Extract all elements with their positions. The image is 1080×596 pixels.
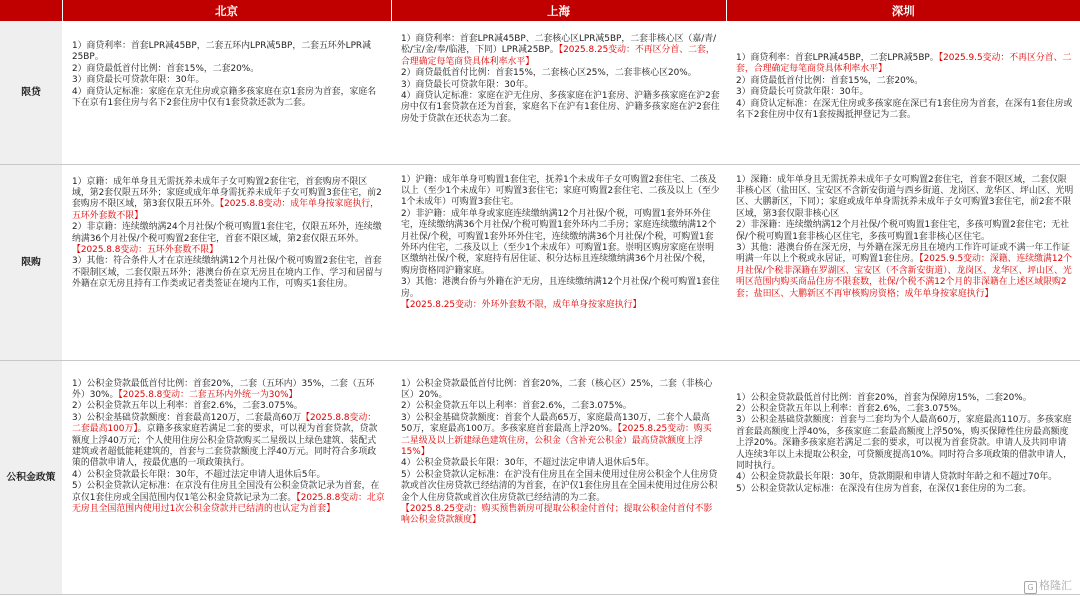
policy-item [72, 379, 385, 402]
policy-item [72, 41, 385, 64]
policy-item [736, 484, 1074, 495]
policy-item [736, 87, 1074, 98]
policy-text: 2）非深籍：连续缴纳满12个月社保/个税可购置1套住宅，多孩可购置2套住宅；无社保/个税可购置1套非核心区住宅，多孩可购置1套非核心区住宅。 [736, 220, 1069, 242]
policy-item [401, 91, 720, 125]
cell-beijing [62, 21, 391, 164]
policy-item [72, 75, 385, 86]
header-beijing: 北京 [62, 0, 391, 21]
policy-item [401, 470, 720, 504]
policy-text: 1）公积金贷款最低首付比例：首套20%，首套为保障房15%，二套20%。 [736, 392, 1032, 403]
policy-text: 4）公积金贷款最长年限：30年，不超过法定申请人退休后5年。 [401, 458, 655, 469]
policy-item [401, 68, 720, 79]
cell-shenzhen [726, 360, 1080, 594]
policy-item [401, 80, 720, 91]
policy-item [736, 415, 1074, 472]
policy-item [401, 209, 720, 277]
policy-item [736, 404, 1074, 415]
policy-item [736, 393, 1074, 404]
policy-item [401, 175, 720, 209]
header-row [0, 0, 1080, 21]
cell-shenzhen [726, 21, 1080, 164]
policy-item [72, 87, 385, 110]
row-provident-fund [0, 360, 1080, 594]
cell-shanghai [391, 21, 726, 164]
policy-text: 5）公积金贷款认定标准：在沪没有住房且在全国未使用过住房公积金个人住房贷款或首次住房贷款已经结清的为首套，在沪仅1套住房且在全国未使用过住房公积金个人住房贷款或首次住房贷款已经结清的为二套。 [401, 469, 718, 503]
policy-text: 3）公积金基础贷款额度：首套最高120万，二套最高60万 [72, 412, 302, 423]
policy-text: 1）深籍：成年单身且无需抚养未成年子女可购置2套住宅，首套不限区域，二套仅限非核心区（盐田区、宝安区不含新安街道与西乡街道、龙岗区、龙华区、坪山区、光明区、大鹏新区，下同）；家庭或成年单身需抚养未成年子女可购置3套住宅，前2套不限区域，第3套仅限非核心区 [736, 174, 1074, 219]
policy-text: 3）公积金基础贷款额度：首套个人最高65万，家庭最高130万，二套个人最高50万，家庭最高100万。多孩家庭首套最高上浮20%。 [401, 412, 711, 435]
policy-change-note: 【2025.8.8变动：二套五环内外统一为30%】 [118, 389, 298, 400]
policy-item [72, 401, 385, 412]
policy-change-note: 【2025.8.8变动：二套最高100万】 [72, 412, 377, 435]
policy-item [72, 470, 385, 481]
policy-item [72, 413, 385, 470]
header-shenzhen: 深圳 [726, 0, 1080, 21]
cell-beijing [62, 360, 391, 594]
policy-text: 4）商贷认定标准：在深无住房或多孩家庭在深已有1套住房为首套，在深有1套住房或名下2套住房中仅有1套按揭抵押登记为二套。 [736, 98, 1073, 121]
policy-text: 3）公积金基础贷款额度：首套与二套均为个人最高60万，家庭最高110万。多孩家庭首套最高额度上浮40%，多孩家庭二套最高额度上浮50%，购买保障性住房最高额度上浮20%。深籍多孩家庭若满足二套的要求，可以视为首套贷款。申请人及共同申请人连续3年以上未提取公积金，可贷额度提高10%。同时符合多项政策的借款申请人，同时执行。 [736, 415, 1072, 471]
header-shanghai: 上海 [391, 0, 726, 21]
policy-text: 2）公积金贷款五年以上利率：首套2.6%，二套3.075%。 [401, 401, 632, 412]
policy-change-note: 【2025.8.25变动：不再区分首、二套，合理确定每笔商贷具体利率水平】 [401, 45, 715, 67]
row-purchase-limit [0, 164, 1080, 360]
policy-text: 5）公积金贷款认定标准：在深没有住房为首套，在深仅1套住房的为二套。 [736, 483, 1032, 494]
policy-item [736, 175, 1074, 221]
policy-text: 5）公积金贷款认定标准：在京没有住房且全国没有公积金贷款记录为首套，在京仅1套住房或全国范围内仅1笔公积金贷款记录为二套。 [72, 481, 380, 503]
policy-item [401, 34, 720, 68]
policy-change-note: 【2025.8.8变动：成年单身按家庭执行，五环外套数不限】 [72, 199, 379, 221]
policy-text: 2）商贷最低首付比例：首套15%，二套核心区25%，二套非核心区20%。 [401, 68, 697, 79]
policy-change-note: 【2025.9.5变动：深籍、连续缴满12个月社保/个税非深籍在罗湖区、宝安区（不含新安街道）、龙岗区、龙华区、坪山区、光明区范围内购买商品住房不限套数，社保/个税不满12个月的非深籍在上述区域限购2套；盐田区、大鹏新区不再审核购房资格；成年单身按家庭执行】 [736, 254, 1073, 299]
policy-text: 4）商贷认定标准：家庭在沪无住房、多孩家庭在沪1套房、沪籍多孩家庭在沪2套房中仅有1套贷款在还为首套，家庭名下在沪有1套住房、沪籍多孩家庭在沪2套住房处于贷款在还状态为二套。 [401, 91, 720, 124]
policy-change-note: 【2025.8.8变动：北京无房且全国范围内使用过1次公积金贷款并已结清的也认定为首套】 [72, 492, 385, 514]
policy-text: 1）商贷利率：首套LPR减45BP、二套核心区LPR减5BP，二套非核心区（嘉/青/松/宝/金/奉/临港，下同）LPR减25BP。 [401, 34, 717, 56]
policy-text: 2）公积金贷款五年以上利率：首套2.6%，二套3.075%。 [736, 403, 967, 414]
policy-item [401, 504, 720, 527]
policy-text: 2）非沪籍：成年单身或家庭连续缴纳满12个月社保/个税，可购置1套外环外住宅，连续缴纳满36个月社保/个税可购置1套外环内二手房；家庭连续缴纳满12个月社保/个税，可购置1套外环外住宅，连续缴纳满36个月社保/个税，可购置1套外环内住宅，二孩及以上（至少1个未成年）可购置1套。崇明区购房家庭在崇明区缴纳社保/个税，家庭持有居住证、积分达标且连续缴纳满36个月社保/个税，购房资格同沪籍家庭。 [401, 208, 717, 276]
cell-shanghai [391, 164, 726, 360]
policy-item [401, 277, 720, 300]
policy-change-note: 【2025.9.5变动：不再区分首、二套，合理确定每笔商贷具体利率水平】 [736, 53, 1072, 75]
policy-text: 1）京籍：成年单身且无需抚养未成年子女可购置2套住宅，首套购房不限区域，第2套仅限五环外；家庭或成年单身需抚养未成年子女可购置3套住宅，前2套购房不限区域，第3套仅限五环外。 [72, 176, 382, 210]
policy-text: 3）其他：港澳台侨在深无房，与外籍在深无房且在境内工作许可证或不满一年工作证明满一年以上个税或永居证，可购置1套住房。 [736, 242, 1071, 265]
policy-change-note: 【2025.8.25变动：购买预售新房可提取公积金付首付；提取公积金付首付不影响公积金贷款额度】 [401, 503, 713, 526]
policy-item [401, 401, 720, 412]
cell-shanghai [391, 360, 726, 594]
policy-text: 2）非京籍：连续缴纳满24个月社保/个税可购置1套住宅，仅限五环外，连续缴纳满36个月社保/个税可购置2套住宅，首套不限区域，第2套仅限五环外。 [72, 222, 382, 244]
policy-item [72, 481, 385, 515]
g-icon: G [1024, 581, 1037, 594]
policy-text: 1）商贷利率：首套LPR减45BP，二套LPR减5BP。 [736, 53, 939, 63]
policy-item [72, 177, 385, 223]
policy-item [72, 64, 385, 75]
policy-change-note: 【2025.8.25变动：购买二星级及以上新建绿色建筑住房，公积金（含补充公积金）最高贷款额度上浮15%】 [401, 424, 712, 457]
policy-text: 4）公积金贷款最长年限：30年，不超过法定申请人退休后5年。 [72, 469, 326, 480]
category-label: 限购 [0, 164, 62, 360]
policy-item [736, 243, 1074, 300]
policy-text: 2）商贷最低首付比例：首套15%，二套20%。 [72, 63, 260, 74]
policy-item [736, 220, 1074, 243]
policy-item [72, 222, 385, 256]
policy-text: 2）商贷最低首付比例：首套15%，二套20%。 [736, 75, 924, 86]
policy-text: 3）商贷最长可贷款年限：30年。 [736, 87, 869, 98]
policy-text: 1）沪籍：成年单身可购置1套住宅，抚养1个未成年子女可购置2套住宅、二孩及以上（至少1个未成年）可购置3套住宅；家庭可购置2套住宅、二孩及以上（至少1个未成年）可购置3套住宅。 [401, 174, 720, 208]
policy-item [736, 472, 1074, 483]
policy-text: 1）公积金贷款最低首付比例：首套20%，二套（五环内）35%，二套（五环外）30%。 [72, 378, 375, 400]
policy-item [401, 458, 720, 469]
cell-shenzhen [726, 164, 1080, 360]
policy-item [401, 379, 720, 402]
policy-text: 1）公积金贷款最低首付比例：首套20%，二套（核心区）25%，二套（非核心区）20%。 [401, 378, 713, 400]
policy-text: 3）商贷最长可贷款年限：30年。 [72, 75, 205, 86]
policy-text: 1）商贷利率：首套LPR减45BP，二套五环内LPR减5BP，二套五环外LPR减25BP。 [72, 41, 371, 63]
policy-item [72, 256, 385, 290]
policy-item [401, 413, 720, 459]
policy-item [401, 300, 720, 311]
category-label: 限贷 [0, 21, 62, 164]
policy-text: 。京籍多孩家庭若满足二套的要求，可以视为首套贷款，贷款额度上浮40万元；个人使用住房公积金贷款购买二星级以上绿色建筑、装配式建筑或者超低能耗建筑的，首套与二套贷款额度上浮40万元。同时符合多项政策的借款申请人，按最优惠的一项政策执行。 [72, 424, 378, 469]
policy-item [736, 99, 1074, 122]
policy-item [736, 53, 1074, 76]
row-loan-limit [0, 21, 1080, 164]
policy-text: 3）其他：符合条件人才在京连续缴纳满12个月社保/个税可购置2套住宅，首套不限制区域，二套仅限五环外；港澳台侨在京无房且在境内工作、学习和居留与外籍在京无房且持有工作类或记者类签证在境内工作，可购买1套住房。 [72, 256, 383, 290]
watermark-text: 格隆汇 [1039, 579, 1072, 592]
policy-text: 3）商贷最长可贷款年限：30年。 [401, 79, 534, 90]
category-label: 公积金政策 [0, 360, 62, 594]
cell-beijing [62, 164, 391, 360]
policy-text: 3）其他：港澳台侨与外籍在沪无房，且连续缴纳满12个月社保/个税可购置1套住房。 [401, 277, 720, 299]
policy-item [736, 76, 1074, 87]
policy-change-note: 【2025.8.25变动：外环外套数不限，成年单身按家庭执行】 [401, 299, 642, 310]
policy-text: 4）公积金贷款最长年限：30年，贷款期限和申请人贷款时年龄之和不超过70年。 [736, 472, 1058, 483]
header-corner [0, 0, 62, 21]
policy-change-note: 【2025.8.8变动：五环外套数不限】 [72, 244, 219, 255]
policy-text: 4）商贷认定标准：家庭在京无住房或京籍多孩家庭在京1套房为首套，家庭名下在京有1套住房与名下2套住房中仅有1套贷款还款为二套。 [72, 86, 377, 109]
watermark [1024, 577, 1072, 594]
policy-text: 2）公积金贷款五年以上利率：首套2.6%，二套3.075%。 [72, 401, 303, 412]
